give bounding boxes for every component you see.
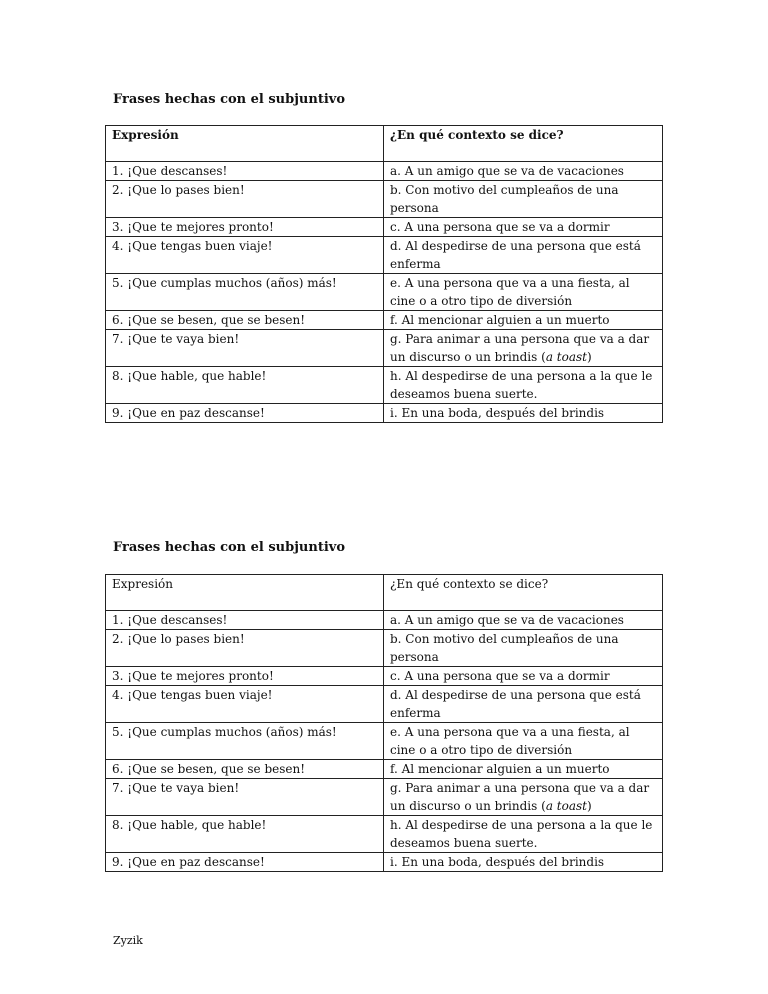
table-row <box>106 181 663 218</box>
table-row <box>106 367 663 404</box>
header-expression: Expresión <box>106 126 384 162</box>
author-footer: Zyzik <box>113 934 143 947</box>
expressions-table <box>105 574 663 872</box>
context-cell: d. Al despedirse de una persona que está enferma <box>384 237 663 274</box>
expression-cell: 6. ¡Que se besen, que se besen! <box>106 311 384 330</box>
context-cell: f. Al mencionar alguien a un muerto <box>384 760 663 779</box>
expression-cell: 6. ¡Que se besen, que se besen! <box>106 760 384 779</box>
context-cell: i. En una boda, después del brindis <box>384 853 663 872</box>
header-context: ¿En qué contexto se dice? <box>384 575 663 611</box>
table-row <box>106 330 663 367</box>
table-row <box>106 686 663 723</box>
expressions-table <box>105 125 663 423</box>
expression-cell: 7. ¡Que te vaya bien! <box>106 779 384 816</box>
context-cell: b. Con motivo del cumpleaños de una persona <box>384 630 663 667</box>
expression-cell: 2. ¡Que lo pases bien! <box>106 630 384 667</box>
context-cell: f. Al mencionar alguien a un muerto <box>384 311 663 330</box>
expression-cell: 9. ¡Que en paz descanse! <box>106 404 384 423</box>
expression-cell: 5. ¡Que cumplas muchos (años) más! <box>106 274 384 311</box>
expression-cell: 2. ¡Que lo pases bien! <box>106 181 384 218</box>
table-row <box>106 611 663 630</box>
table-row <box>106 404 663 423</box>
context-cell: h. Al despedirse de una persona a la que le deseamos buena suerte. <box>384 816 663 853</box>
table-row <box>106 667 663 686</box>
expression-cell: 4. ¡Que tengas buen viaje! <box>106 686 384 723</box>
context-tail: ) <box>586 350 592 364</box>
table-row <box>106 723 663 760</box>
table-row <box>106 779 663 816</box>
section-title: Frases hechas con el subjuntivo <box>113 92 346 107</box>
context-tail: ) <box>586 799 592 813</box>
table-row <box>106 274 663 311</box>
table-row <box>106 162 663 181</box>
table-header-row <box>106 575 663 611</box>
context-cell <box>384 779 663 816</box>
table-row <box>106 816 663 853</box>
context-cell: h. Al despedirse de una persona a la que le deseamos buena suerte. <box>384 367 663 404</box>
context-cell: i. En una boda, después del brindis <box>384 404 663 423</box>
table-row <box>106 760 663 779</box>
expression-cell: 4. ¡Que tengas buen viaje! <box>106 237 384 274</box>
context-italic: a toast <box>545 350 587 364</box>
expression-cell: 7. ¡Que te vaya bien! <box>106 330 384 367</box>
context-cell: e. A una persona que va a una fiesta, al cine o a otro tipo de diversión <box>384 723 663 760</box>
header-expression: Expresión <box>106 575 384 611</box>
context-cell: a. A un amigo que se va de vacaciones <box>384 162 663 181</box>
section-title: Frases hechas con el subjuntivo <box>113 540 346 555</box>
table-row <box>106 853 663 872</box>
context-cell <box>384 330 663 367</box>
expression-cell: 8. ¡Que hable, que hable! <box>106 367 384 404</box>
context-cell: c. A una persona que se va a dormir <box>384 218 663 237</box>
table-header-row <box>106 126 663 162</box>
expression-cell: 9. ¡Que en paz descanse! <box>106 853 384 872</box>
header-context: ¿En qué contexto se dice? <box>384 126 663 162</box>
expression-cell: 1. ¡Que descanses! <box>106 162 384 181</box>
context-cell: a. A un amigo que se va de vacaciones <box>384 611 663 630</box>
context-cell: d. Al despedirse de una persona que está enferma <box>384 686 663 723</box>
expression-cell: 3. ¡Que te mejores pronto! <box>106 218 384 237</box>
context-italic: a toast <box>545 799 587 813</box>
context-text: g. Para animar a una persona que va a dar un discurso o un brindis ( <box>390 781 650 813</box>
expression-cell: 1. ¡Que descanses! <box>106 611 384 630</box>
context-text: g. Para animar a una persona que va a dar un discurso o un brindis ( <box>390 332 650 364</box>
table-row <box>106 630 663 667</box>
expression-cell: 8. ¡Que hable, que hable! <box>106 816 384 853</box>
expression-cell: 3. ¡Que te mejores pronto! <box>106 667 384 686</box>
context-cell: b. Con motivo del cumpleaños de una persona <box>384 181 663 218</box>
table-row <box>106 218 663 237</box>
context-cell: e. A una persona que va a una fiesta, al cine o a otro tipo de diversión <box>384 274 663 311</box>
table-row <box>106 237 663 274</box>
expression-cell: 5. ¡Que cumplas muchos (años) más! <box>106 723 384 760</box>
context-cell: c. A una persona que se va a dormir <box>384 667 663 686</box>
table-row <box>106 311 663 330</box>
